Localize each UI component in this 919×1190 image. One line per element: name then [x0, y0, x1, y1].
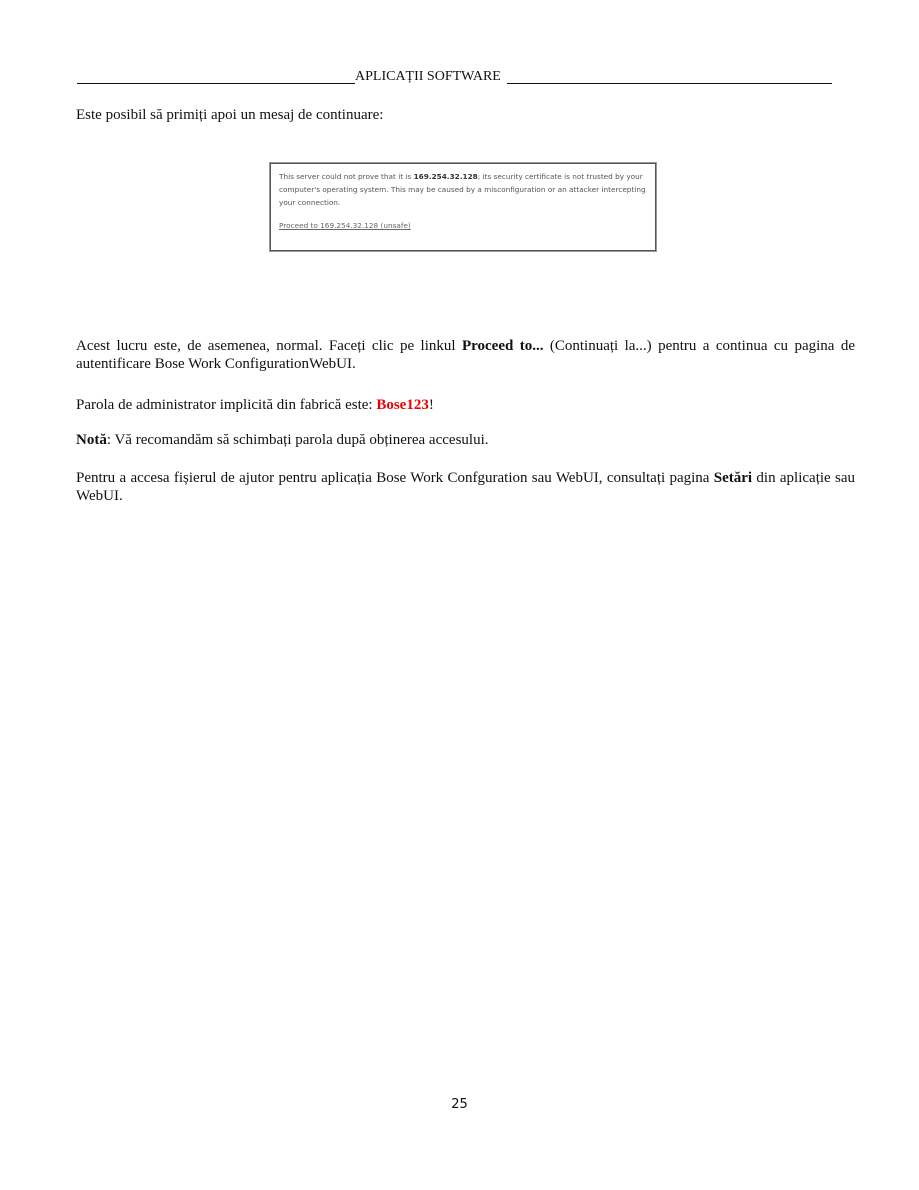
warning-text: This server could not prove that it is 169.254.32.128; its security certificate is not trusted by your computer's operating system. This may be caused by a misconfiguration or an attacker intercepting your connection.: [279, 172, 646, 207]
proceed-to-label: Proceed to...: [461, 338, 544, 354]
proceed-paragraph: Acest lucru este, de asemenea, normal. Faceți clic pe linkul Proceed to... (Continuați la...) pentru a continua cu pagina de autentificare Bose Work ConfigurationWebUI.: [76, 338, 855, 372]
ip-address: 169.254.32.128: [413, 172, 478, 181]
note-paragraph: Notă: Vă recomandăm să schimbați parola după obținerea accesului.: [76, 432, 489, 448]
header-rule-right: [507, 69, 832, 84]
proceed-unsafe-link[interactable]: Proceed to 169.254.32.128 (unsafe): [279, 221, 411, 230]
settings-label: Setări: [713, 470, 753, 486]
header-title: APLICAȚII SOFTWARE: [355, 69, 501, 84]
page-header: [77, 66, 832, 84]
note-label: Notă: [76, 432, 107, 448]
certificate-warning-screenshot: [270, 163, 656, 251]
header-rule-left: [77, 69, 355, 84]
page-number: 25: [451, 1097, 468, 1112]
help-paragraph: Pentru a accesa fișierul de ajutor pentru aplicația Bose Work Confguration sau WebUI, consultați pagina Setări din aplicație sau WebUI.: [76, 470, 855, 504]
intro-paragraph: Este posibil să primiți apoi un mesaj de continuare:: [76, 107, 384, 123]
default-password: Bose123: [376, 397, 429, 413]
password-paragraph: Parola de administrator implicită din fabrică este: Bose123!: [76, 397, 434, 413]
